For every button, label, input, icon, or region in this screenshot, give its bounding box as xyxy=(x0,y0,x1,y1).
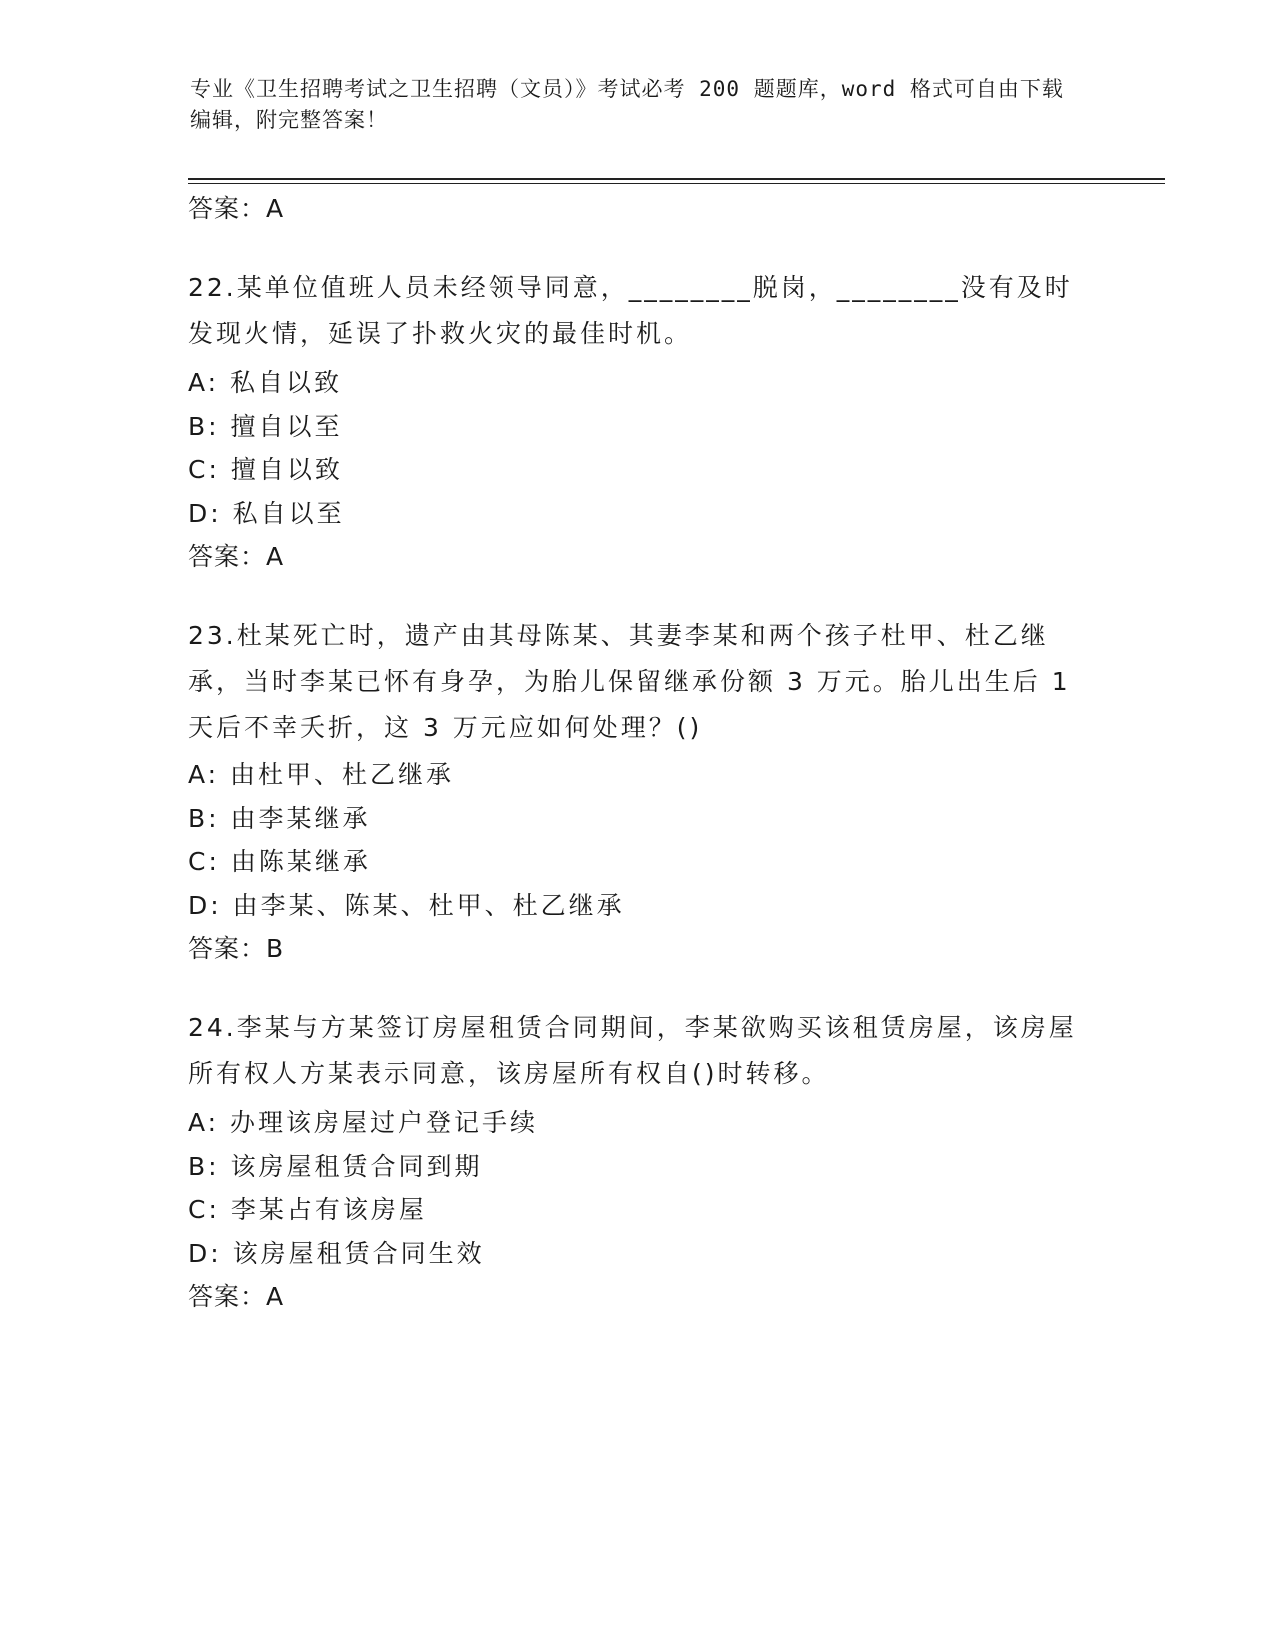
header-divider-thick xyxy=(188,178,1165,180)
question-23-option-d: D: 由李某、陈某、杜甲、杜乙继承 xyxy=(188,891,625,920)
question-24-option-d: D: 该房屋租赁合同生效 xyxy=(188,1239,485,1268)
question-22-option-d: D: 私自以至 xyxy=(188,499,345,528)
question-22-option-a: A: 私自以致 xyxy=(188,368,343,397)
question-24-option-b: B: 该房屋租赁合同到期 xyxy=(188,1152,483,1181)
document-header-intro: 专业《卫生招聘考试之卫生招聘（文员）》考试必考 200 题题库，word 格式可自由下载编辑，附完整答案！ xyxy=(190,77,1064,132)
header-divider-thin xyxy=(188,183,1165,184)
question-22-text: 22.某单位值班人员未经领导同意，________脱岗，________没有及时发现火情，延误了扑救火灾的最佳时机。 xyxy=(188,273,1073,348)
question-23-answer: 答案：B xyxy=(188,934,285,963)
question-22-option-b: B: 擅自以至 xyxy=(188,412,343,441)
question-22-answer: 答案：A xyxy=(188,542,285,571)
question-23-text: 23.杜某死亡时，遗产由其母陈某、其妻李某和两个孩子杜甲、杜乙继承，当时李某已怀有身孕，为胎儿保留继承份额 3 万元。胎儿出生后 1 天后不幸夭折，这 3 万元应如何处理？() xyxy=(188,621,1071,742)
question-23-option-a: A: 由杜甲、杜乙继承 xyxy=(188,760,455,789)
question-24-option-c: C: 李某占有该房屋 xyxy=(188,1195,427,1224)
answer-label: 答案：A xyxy=(188,194,285,223)
question-23-option-c: C: 由陈某继承 xyxy=(188,847,371,876)
question-23-option-b: B: 由李某继承 xyxy=(188,804,371,833)
question-24-answer: 答案：A xyxy=(188,1282,285,1311)
question-24-option-a: A: 办理该房屋过户登记手续 xyxy=(188,1108,539,1137)
question-24-text: 24.李某与方某签订房屋租赁合同期间，李某欲购买该租赁房屋，该房屋所有权人方某表示同意，该房屋所有权自()时转移。 xyxy=(188,1013,1077,1088)
question-22-option-c: C: 擅自以致 xyxy=(188,455,343,484)
